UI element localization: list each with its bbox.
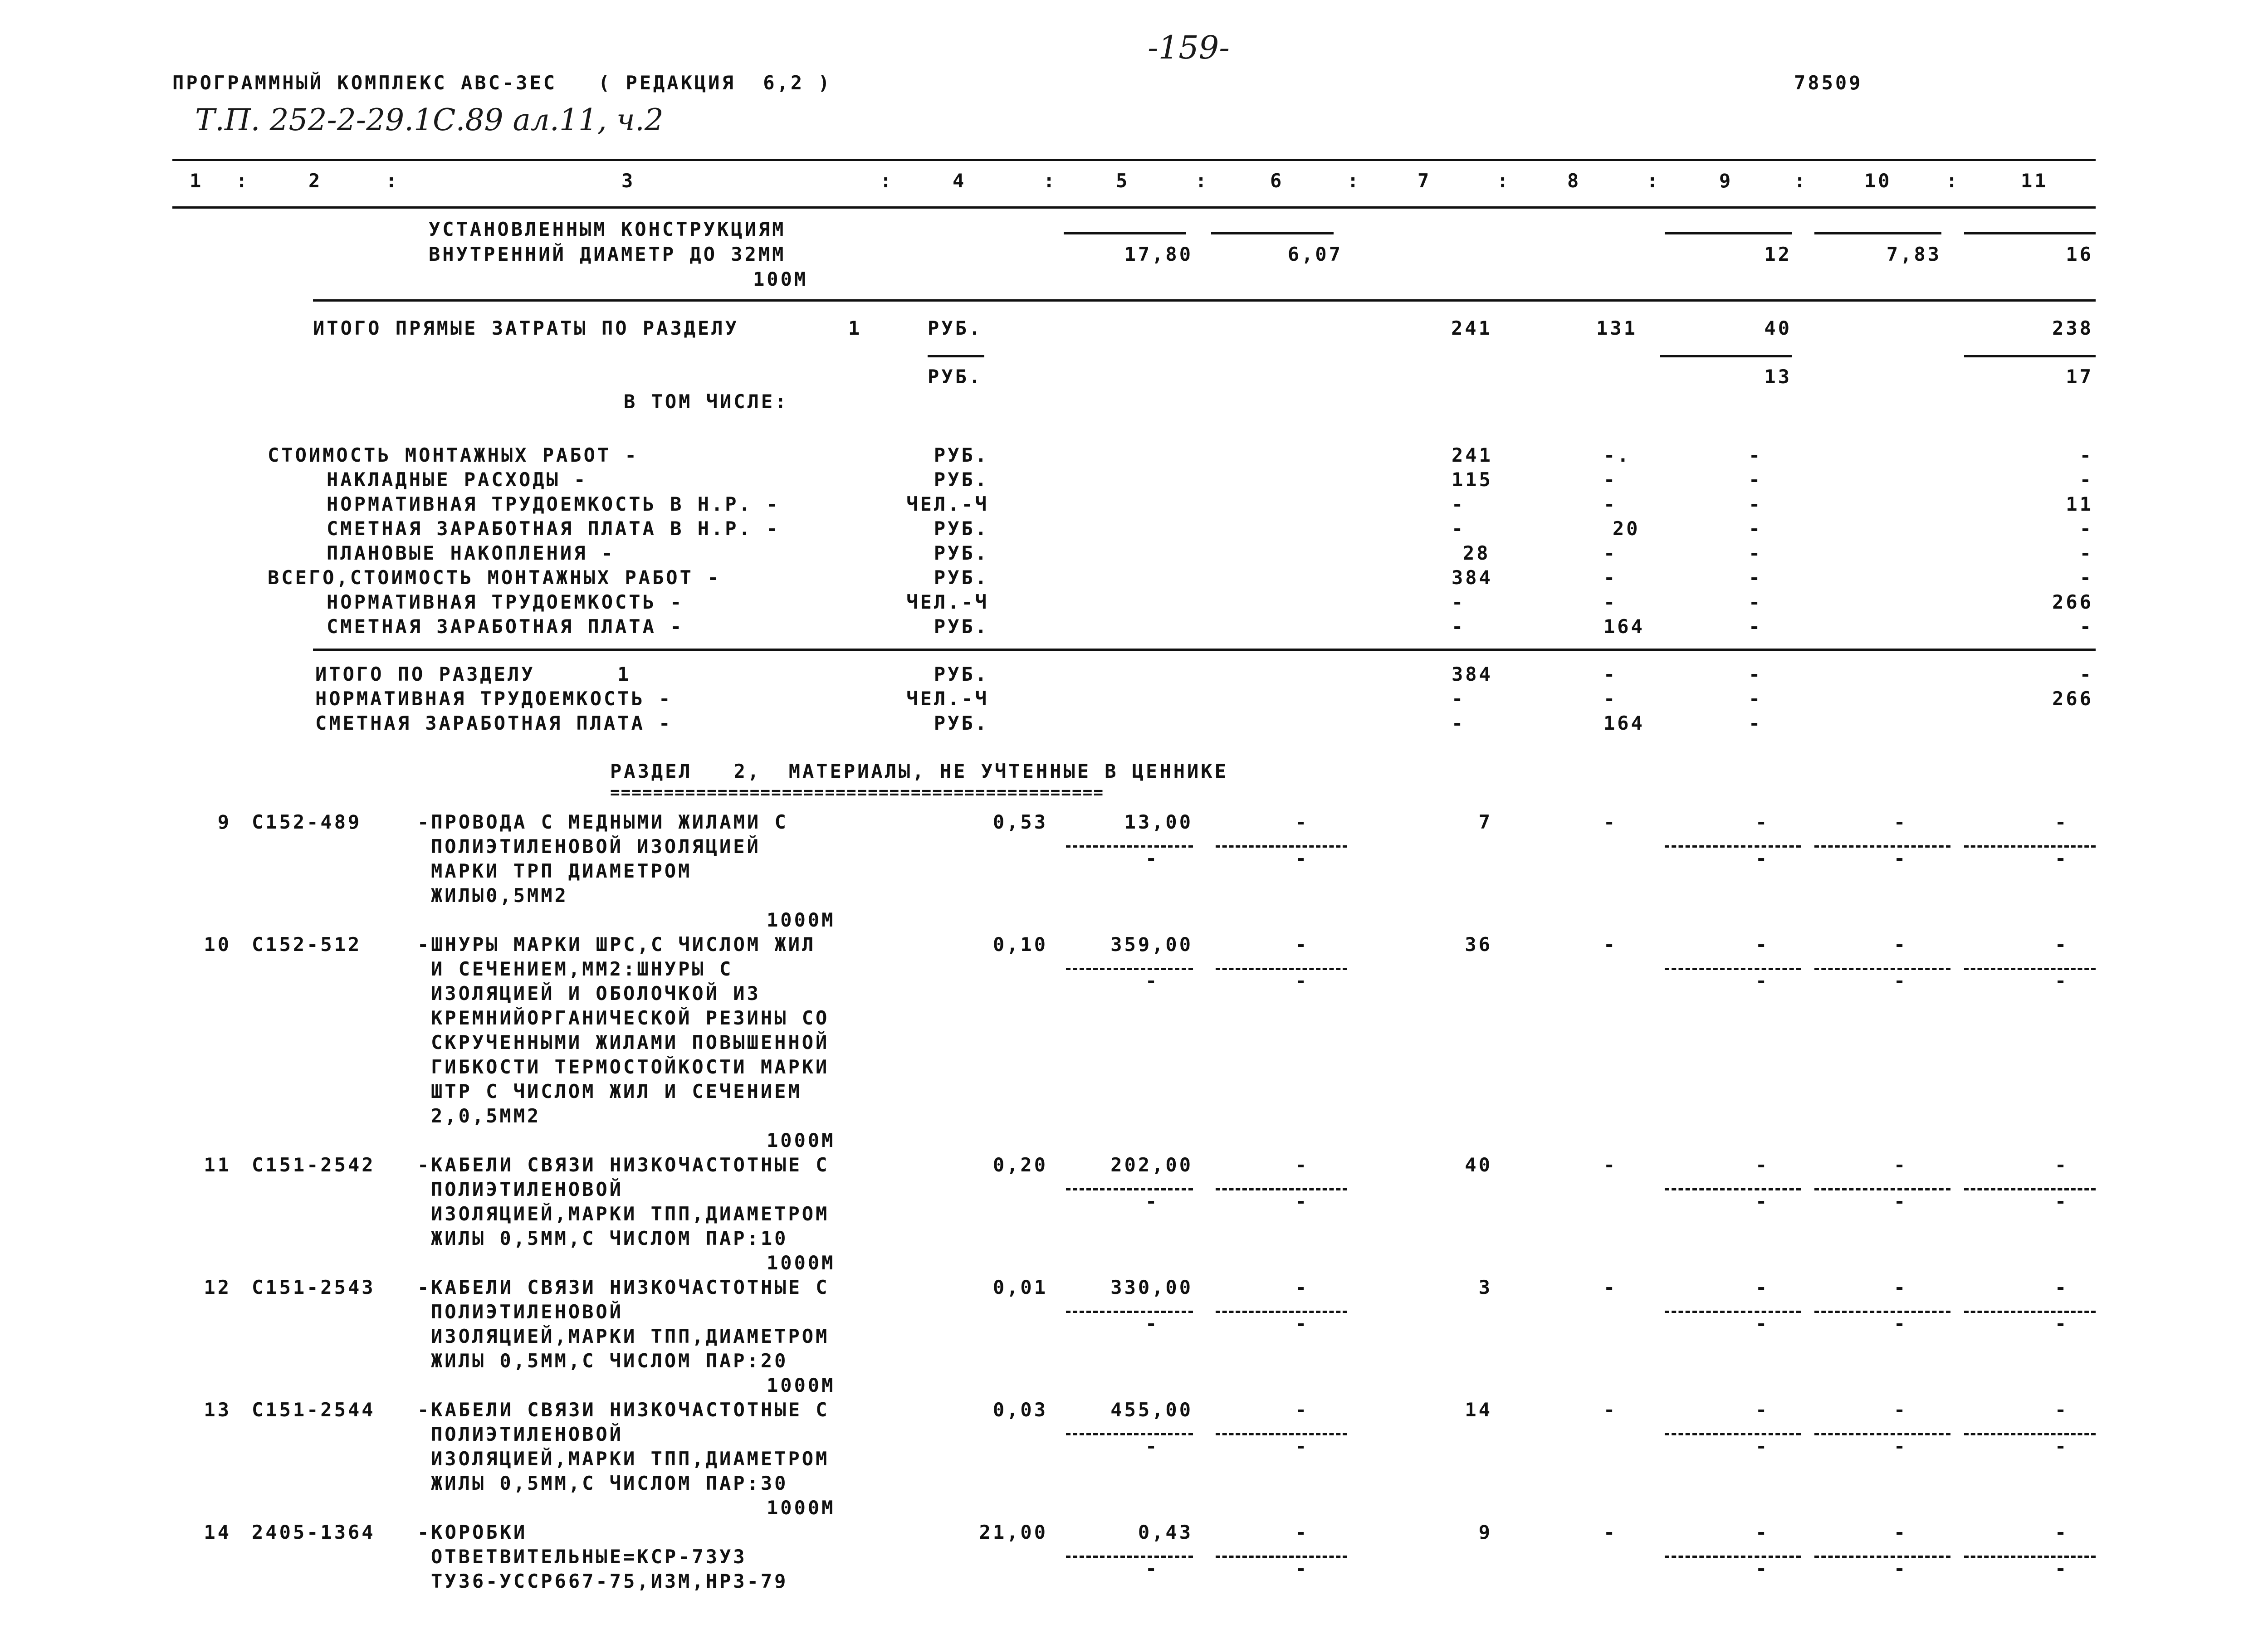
material-col8: -: [1603, 811, 1618, 833]
material-col6-secondary: -: [1295, 1312, 1309, 1335]
entry-col11-value: 16: [2066, 243, 2093, 265]
cell-rule: [1665, 1433, 1801, 1435]
summary-col7: -: [1452, 688, 1466, 710]
material-quantity: 0,53: [992, 811, 1048, 833]
material-col6: -: [1295, 1399, 1309, 1421]
material-unit-price: 455,00: [1110, 1399, 1193, 1421]
material-col6-secondary: -: [1295, 1435, 1309, 1457]
material-position-number: 11: [204, 1154, 231, 1176]
cell-rule: [1814, 845, 1950, 848]
material-col7: 40: [1465, 1154, 1492, 1176]
breakdown-col7: -: [1452, 517, 1466, 540]
material-col11: -: [2055, 1154, 2069, 1176]
cell-rule: [1216, 968, 1347, 970]
material-quantity: 0,01: [992, 1276, 1048, 1298]
section-total-col7: 241: [1451, 317, 1492, 339]
breakdown-col11: -: [2079, 444, 2093, 466]
summary-unit: РУБ.: [934, 663, 989, 685]
material-code: C152-489: [252, 811, 362, 833]
breakdown-col9: -: [1749, 493, 1763, 515]
section-rule: [313, 299, 2096, 302]
material-unit-price: 0,43: [1138, 1521, 1193, 1543]
material-description-line: ГИБКОСТИ ТЕРМОСТОЙКОСТИ МАРКИ: [431, 1056, 830, 1078]
column-header-1: 1: [190, 170, 204, 192]
column-separator: :: [1946, 170, 1960, 192]
cell-rule: [1665, 1188, 1801, 1190]
cell-rule: [1066, 968, 1193, 970]
summary-col8: 164: [1603, 712, 1645, 734]
material-col5-secondary: -: [1145, 1190, 1159, 1212]
header-rule-top: [172, 159, 2096, 161]
material-col6: -: [1295, 811, 1309, 833]
material-col10-secondary: -: [1894, 1312, 1908, 1335]
cell-rule: [1216, 1311, 1347, 1313]
material-col9: -: [1755, 933, 1769, 956]
cell-rule: [1665, 845, 1801, 848]
section-total-label: ИТОГО ПРЯМЫЕ ЗАТРАТЫ ПО РАЗДЕЛУ: [313, 317, 739, 339]
material-col5-secondary: -: [1145, 847, 1159, 869]
material-col9: -: [1755, 1276, 1769, 1298]
cell-rule: [1660, 355, 1792, 357]
summary-col9: -: [1749, 688, 1763, 710]
material-col11: -: [2055, 1276, 2069, 1298]
cell-rule: [1964, 845, 2096, 848]
cell-rule: [1964, 355, 2096, 357]
breakdown-label: НОРМАТИВНАЯ ТРУДОЕМКОСТЬ В Н.Р. -: [327, 493, 780, 515]
material-col5-secondary: -: [1145, 1557, 1159, 1580]
material-col6: -: [1295, 933, 1309, 956]
entry-col10-value: 7,83: [1886, 243, 1941, 265]
section-total-col11-b: 17: [2066, 366, 2093, 388]
breakdown-col9: -: [1749, 542, 1763, 564]
material-description-line: ЖИЛЫ 0,5ММ,С ЧИСЛОМ ПАР:20: [431, 1350, 788, 1372]
breakdown-unit: РУБ.: [934, 468, 989, 491]
breakdown-col11: -: [2079, 542, 2093, 564]
cell-rule: [1066, 845, 1193, 848]
breakdown-col9: -: [1749, 591, 1763, 613]
column-header-4: 4: [953, 170, 967, 192]
cell-rule: [1216, 1433, 1347, 1435]
material-col8: -: [1603, 1276, 1618, 1298]
material-col11: -: [2055, 1521, 2069, 1543]
material-unit-price: 13,00: [1124, 811, 1193, 833]
document-code: 78509: [1794, 72, 1863, 94]
section2-underline: ==============================================: [610, 783, 1104, 802]
breakdown-col11: -: [2079, 517, 2093, 540]
material-code: 2405-1364: [252, 1521, 376, 1543]
material-col7: 36: [1465, 933, 1492, 956]
material-description-line: КРЕМНИЙОРГАНИЧЕСКОЙ РЕЗИНЫ СО: [431, 1007, 830, 1029]
material-code: C151-2544: [252, 1399, 376, 1421]
cell-rule: [1211, 232, 1334, 234]
summary-col7: -: [1452, 712, 1466, 734]
material-col6-secondary: -: [1295, 1557, 1309, 1580]
summary-col9: -: [1749, 712, 1763, 734]
material-col10-secondary: -: [1894, 1557, 1908, 1580]
material-col10: -: [1894, 933, 1908, 956]
section2-title: РАЗДЕЛ 2, МАТЕРИАЛЫ, НЕ УЧТЕННЫЕ В ЦЕННИКЕ: [610, 760, 1228, 782]
cell-rule: [1216, 1556, 1347, 1558]
breakdown-col9: -: [1749, 468, 1763, 491]
material-col6-secondary: -: [1295, 970, 1309, 992]
material-col7: 14: [1465, 1399, 1492, 1421]
summary-label: НОРМАТИВНАЯ ТРУДОЕМКОСТЬ -: [315, 688, 673, 710]
material-description-line: ЖИЛЫ 0,5ММ,С ЧИСЛОМ ПАР:10: [431, 1227, 788, 1249]
material-col10-secondary: -: [1894, 970, 1908, 992]
material-quantity: 21,00: [979, 1521, 1048, 1543]
cell-rule: [1064, 232, 1186, 234]
program-title: ПРОГРАММНЫЙ КОМПЛЕКС АВС-3ЕС ( РЕДАКЦИЯ 6,2 ): [172, 72, 832, 94]
material-description-line: ИЗОЛЯЦИЕЙ,МАРКИ ТПП,ДИАМЕТРОМ: [431, 1203, 830, 1225]
entry-col5-value: 17,80: [1124, 243, 1193, 265]
breakdown-label: СМЕТНАЯ ЗАРАБОТНАЯ ПЛАТА -: [327, 615, 684, 638]
column-header-10: 10: [1864, 170, 1892, 192]
material-col9: -: [1755, 811, 1769, 833]
material-quantity: 0,20: [992, 1154, 1048, 1176]
material-col8: -: [1603, 1399, 1618, 1421]
cell-rule: [1665, 232, 1792, 234]
material-col9-secondary: -: [1755, 1190, 1769, 1212]
material-description-line: ПОЛИЭТИЛЕНОВОЙ ИЗОЛЯЦИЕЙ: [431, 835, 761, 858]
material-col9: -: [1755, 1154, 1769, 1176]
column-header-2: 2: [308, 170, 323, 192]
material-description-line: МАРКИ ТРП ДИАМЕТРОМ: [431, 860, 692, 882]
cell-rule: [1066, 1556, 1193, 1558]
cell-rule: [1665, 1311, 1801, 1313]
material-description-line: -КАБЕЛИ СВЯЗИ НИЗКОЧАСТОТНЫЕ С: [417, 1276, 830, 1298]
breakdown-unit: РУБ.: [934, 542, 989, 564]
material-col11: -: [2055, 811, 2069, 833]
breakdown-col7: -: [1452, 615, 1466, 638]
summary-label: СМЕТНАЯ ЗАРАБОТНАЯ ПЛАТА -: [315, 712, 673, 734]
cell-rule: [1814, 968, 1950, 970]
breakdown-label: НОРМАТИВНАЯ ТРУДОЕМКОСТЬ -: [327, 591, 684, 613]
section-total-unit: РУБ.: [928, 317, 983, 339]
column-separator: :: [1195, 170, 1209, 192]
breakdown-col8: -: [1603, 591, 1618, 613]
column-separator: :: [236, 170, 250, 192]
material-col10: -: [1894, 1399, 1908, 1421]
breakdown-col11: 11: [2066, 493, 2093, 515]
material-col10: -: [1894, 1276, 1908, 1298]
material-col7: 9: [1478, 1521, 1492, 1543]
material-position-number: 10: [204, 933, 231, 956]
cell-rule: [1066, 1188, 1193, 1190]
column-header-6: 6: [1270, 170, 1284, 192]
cell-rule: [1814, 1311, 1950, 1313]
material-description-line: ИЗОЛЯЦИЕЙ,МАРКИ ТПП,ДИАМЕТРОМ: [431, 1325, 830, 1347]
breakdown-col11: 266: [2052, 591, 2093, 613]
section-rule: [313, 649, 2096, 651]
summary-col8: -: [1603, 688, 1618, 710]
material-quantity: 0,10: [992, 933, 1048, 956]
breakdown-col7: 384: [1452, 566, 1493, 589]
breakdown-col8: 20: [1613, 517, 1640, 540]
cell-rule: [1665, 1556, 1801, 1558]
entry-col6-value: 6,07: [1287, 243, 1343, 265]
handwritten-reference: Т.П. 252-2-29.1С.89 ал.11, ч.2: [195, 102, 664, 137]
material-col10-secondary: -: [1894, 1190, 1908, 1212]
material-col5-secondary: -: [1145, 970, 1159, 992]
breakdown-col7: 241: [1452, 444, 1493, 466]
summary-col11: 266: [2052, 688, 2093, 710]
cell-rule: [1964, 232, 2096, 234]
breakdown-label: ПЛАНОВЫЕ НАКОПЛЕНИЯ -: [327, 542, 616, 564]
material-col9: -: [1755, 1521, 1769, 1543]
breakdown-col8: -: [1603, 493, 1618, 515]
material-col6-secondary: -: [1295, 847, 1309, 869]
material-col6: -: [1295, 1521, 1309, 1543]
cell-rule: [1964, 968, 2096, 970]
material-position-number: 12: [204, 1276, 231, 1298]
material-description-line: 2,0,5ММ2: [431, 1105, 541, 1127]
material-col11-secondary: -: [2055, 970, 2069, 992]
column-separator: :: [880, 170, 894, 192]
material-position-number: 13: [204, 1399, 231, 1421]
material-description-line: -КАБЕЛИ СВЯЗИ НИЗКОЧАСТОТНЫЕ С: [417, 1399, 830, 1421]
material-description-line: ТУ36-УССР667-75,ИЗМ,НР3-79: [431, 1570, 788, 1592]
material-unit-price: 359,00: [1110, 933, 1193, 956]
material-col8: -: [1603, 933, 1618, 956]
section-total-col11: 238: [2052, 317, 2093, 339]
cell-rule: [1814, 232, 1941, 234]
breakdown-col7: 28: [1463, 542, 1491, 564]
material-col11-secondary: -: [2055, 1190, 2069, 1212]
summary-col7: 384: [1452, 663, 1493, 685]
material-col11-secondary: -: [2055, 1312, 2069, 1335]
material-col10: -: [1894, 1154, 1908, 1176]
material-col11: -: [2055, 1399, 2069, 1421]
material-col9-secondary: -: [1755, 1312, 1769, 1335]
breakdown-col8: 164: [1603, 615, 1645, 638]
entry-col9-value: 12: [1764, 243, 1792, 265]
cell-rule: [1216, 845, 1347, 848]
material-description-line: -ШНУРЫ МАРКИ ШРС,С ЧИСЛОМ ЖИЛ: [417, 933, 816, 956]
breakdown-label: ВСЕГО,СТОИМОСТЬ МОНТАЖНЫХ РАБОТ -: [268, 566, 721, 589]
cell-rule: [1216, 1188, 1347, 1190]
material-description-line: ОТВЕТВИТЕЛЬНЫЕ=КСР-73У3: [431, 1546, 747, 1568]
including-label: В ТОМ ЧИСЛЕ:: [624, 390, 789, 413]
material-col6: -: [1295, 1154, 1309, 1176]
breakdown-col9: -: [1749, 566, 1763, 589]
material-col9: -: [1755, 1399, 1769, 1421]
cell-rule: [1066, 1311, 1193, 1313]
breakdown-unit: ЧЕЛ.-Ч: [906, 493, 989, 515]
breakdown-label: НАКЛАДНЫЕ РАСХОДЫ -: [327, 468, 588, 491]
material-unit: 1000М: [767, 1129, 836, 1151]
material-description-line: СКРУЧЕННЫМИ ЖИЛАМИ ПОВЫШЕННОЙ: [431, 1031, 830, 1054]
cell-rule: [928, 355, 984, 357]
material-col9-secondary: -: [1755, 1435, 1769, 1457]
material-description-line: ЖИЛЫ 0,5ММ,С ЧИСЛОМ ПАР:30: [431, 1472, 788, 1494]
section-total-unit-2: РУБ.: [928, 366, 983, 388]
material-unit: 1000М: [767, 1374, 836, 1396]
breakdown-col7: -: [1452, 591, 1466, 613]
material-description-line: ПОЛИЭТИЛЕНОВОЙ: [431, 1178, 624, 1200]
material-col5-secondary: -: [1145, 1312, 1159, 1335]
column-header-5: 5: [1116, 170, 1130, 192]
breakdown-col8: -.: [1603, 444, 1631, 466]
material-col9-secondary: -: [1755, 1557, 1769, 1580]
breakdown-label: СТОИМОСТЬ МОНТАЖНЫХ РАБОТ -: [268, 444, 639, 466]
column-header-3: 3: [621, 170, 635, 192]
breakdown-unit: РУБ.: [934, 566, 989, 589]
breakdown-col9: -: [1749, 615, 1763, 638]
breakdown-unit: ЧЕЛ.-Ч: [906, 591, 989, 613]
breakdown-col7: 115: [1452, 468, 1493, 491]
cell-rule: [1964, 1433, 2096, 1435]
material-col7: 3: [1478, 1276, 1492, 1298]
cell-rule: [1964, 1556, 2096, 1558]
material-col8: -: [1603, 1154, 1618, 1176]
material-description-line: -КОРОБКИ: [417, 1521, 528, 1543]
material-col10-secondary: -: [1894, 1435, 1908, 1457]
entry-text-line: УСТАНОВЛЕННЫМ КОНСТРУКЦИЯМ: [429, 218, 786, 240]
material-description-line: И СЕЧЕНИЕМ,ММ2:ШНУРЫ С: [431, 958, 733, 980]
breakdown-col8: -: [1603, 542, 1618, 564]
breakdown-col8: -: [1603, 468, 1618, 491]
material-col8: -: [1603, 1521, 1618, 1543]
cell-rule: [1665, 968, 1801, 970]
material-col6-secondary: -: [1295, 1190, 1309, 1212]
material-description-line: ШТР С ЧИСЛОМ ЖИЛ И СЕЧЕНИЕМ: [431, 1080, 802, 1102]
breakdown-col11: -: [2079, 566, 2093, 589]
material-code: C152-512: [252, 933, 362, 956]
material-position-number: 9: [217, 811, 231, 833]
material-description-line: ПОЛИЭТИЛЕНОВОЙ: [431, 1423, 624, 1445]
column-separator: :: [1043, 170, 1057, 192]
material-col11-secondary: -: [2055, 1435, 2069, 1457]
column-separator: :: [1794, 170, 1808, 192]
breakdown-col11: -: [2079, 615, 2093, 638]
cell-rule: [1964, 1311, 2096, 1313]
breakdown-unit: РУБ.: [934, 615, 989, 638]
material-description-line: ПОЛИЭТИЛЕНОВОЙ: [431, 1301, 624, 1323]
column-separator: :: [1497, 170, 1511, 192]
section-total-col8: 131: [1596, 317, 1637, 339]
material-description-line: -ПРОВОДА С МЕДНЫМИ ЖИЛАМИ С: [417, 811, 788, 833]
breakdown-col9: -: [1749, 517, 1763, 540]
section-total-col9: 40: [1764, 317, 1792, 339]
summary-col9: -: [1749, 663, 1763, 685]
material-col11-secondary: -: [2055, 847, 2069, 869]
entry-unit: 100М: [753, 268, 808, 290]
material-col10: -: [1894, 811, 1908, 833]
breakdown-col11: -: [2079, 468, 2093, 491]
cell-rule: [1814, 1433, 1950, 1435]
summary-label: ИТОГО ПО РАЗДЕЛУ 1: [315, 663, 631, 685]
section-total-number: 1: [848, 317, 862, 339]
summary-col11: -: [2079, 663, 2093, 685]
material-col10-secondary: -: [1894, 847, 1908, 869]
column-header-11: 11: [2021, 170, 2048, 192]
material-col9-secondary: -: [1755, 847, 1769, 869]
breakdown-label: СМЕТНАЯ ЗАРАБОТНАЯ ПЛАТА В Н.Р. -: [327, 517, 780, 540]
section-total-col9-b: 13: [1764, 366, 1792, 388]
cell-rule: [1964, 1188, 2096, 1190]
material-col7: 7: [1478, 811, 1492, 833]
material-unit-price: 330,00: [1110, 1276, 1193, 1298]
material-position-number: 14: [204, 1521, 231, 1543]
material-col11-secondary: -: [2055, 1557, 2069, 1580]
page-number: -159-: [1148, 29, 1230, 66]
cell-rule: [1814, 1556, 1950, 1558]
breakdown-unit: РУБ.: [934, 444, 989, 466]
breakdown-unit: РУБ.: [934, 517, 989, 540]
material-unit-price: 202,00: [1110, 1154, 1193, 1176]
column-header-9: 9: [1719, 170, 1733, 192]
material-col11: -: [2055, 933, 2069, 956]
material-description-line: ЖИЛЫ0,5ММ2: [431, 884, 568, 907]
summary-unit: РУБ.: [934, 712, 989, 734]
header-rule-bottom: [172, 206, 2096, 209]
breakdown-col8: -: [1603, 566, 1618, 589]
cell-rule: [1066, 1433, 1193, 1435]
material-col6: -: [1295, 1276, 1309, 1298]
column-header-8: 8: [1567, 170, 1581, 192]
material-description-line: ИЗОЛЯЦИЕЙ И ОБОЛОЧКОЙ ИЗ: [431, 982, 761, 1005]
material-unit: 1000М: [767, 1252, 836, 1274]
material-unit: 1000М: [767, 909, 836, 931]
column-separator: :: [1647, 170, 1661, 192]
summary-col8: -: [1603, 663, 1618, 685]
entry-text-line: ВНУТРЕННИЙ ДИАМЕТР ДО 32ММ: [429, 243, 786, 265]
column-header-7: 7: [1418, 170, 1432, 192]
material-description-line: ИЗОЛЯЦИЕЙ,МАРКИ ТПП,ДИАМЕТРОМ: [431, 1448, 830, 1470]
column-separator: :: [1347, 170, 1361, 192]
material-description-line: -КАБЕЛИ СВЯЗИ НИЗКОЧАСТОТНЫЕ С: [417, 1154, 830, 1176]
column-separator: :: [386, 170, 400, 192]
material-col5-secondary: -: [1145, 1435, 1159, 1457]
cell-rule: [1814, 1188, 1950, 1190]
material-code: C151-2543: [252, 1276, 376, 1298]
material-code: C151-2542: [252, 1154, 376, 1176]
material-unit: 1000М: [767, 1497, 836, 1519]
material-quantity: 0,03: [992, 1399, 1048, 1421]
breakdown-col9: -: [1749, 444, 1763, 466]
material-col10: -: [1894, 1521, 1908, 1543]
summary-unit: ЧЕЛ.-Ч: [906, 688, 989, 710]
breakdown-col7: -: [1452, 493, 1466, 515]
material-col9-secondary: -: [1755, 970, 1769, 992]
